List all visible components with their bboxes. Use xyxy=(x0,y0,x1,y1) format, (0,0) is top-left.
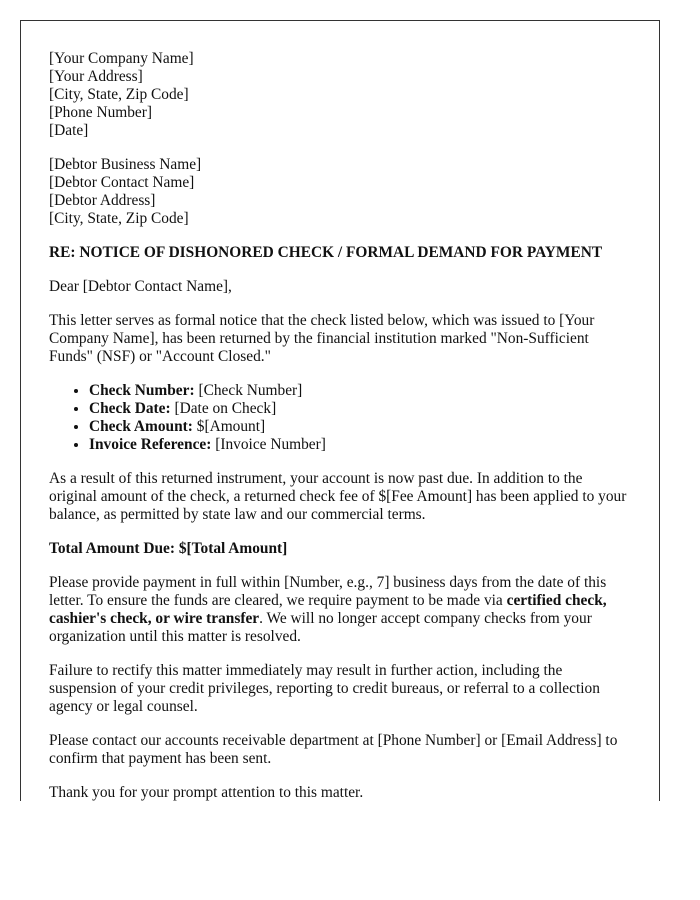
contact-paragraph: Please contact our accounts receivable department at [Phone Number] or [Email Address] to confirm that payment has been sent. xyxy=(49,732,618,767)
total-amount-due xyxy=(49,540,629,558)
check-detail-item xyxy=(89,400,629,418)
payment-text-after: . We will no longer accept company checks from your organization until this matter is resolved. xyxy=(49,610,592,645)
payment-text-before: Please provide payment in full within [Number, e.g., 7] business days from the date of this letter. To ensure the funds are cleared, we require payment to be made via xyxy=(49,574,607,609)
check-detail-label: Invoice Reference: xyxy=(89,436,212,453)
payment-methods: certified check, cashier's check, or wire transfer xyxy=(49,592,607,627)
check-detail-value: [Invoice Number] xyxy=(211,436,326,453)
check-detail-value: [Check Number] xyxy=(194,382,303,399)
check-detail-value: $[Amount] xyxy=(192,418,266,435)
sender-city-state-zip: [City, State, Zip Code] xyxy=(49,86,189,103)
closing-paragraph: Thank you for your prompt attention to this matter. xyxy=(49,784,364,801)
check-detail-label: Check Date: xyxy=(89,400,171,417)
check-detail-label: Check Number: xyxy=(89,382,195,399)
check-detail-value: [Date on Check] xyxy=(170,400,277,417)
payment-paragraph xyxy=(49,574,629,646)
past-due-paragraph: As a result of this returned instrument, your account is now past due. In addition to the original amount of the check, a returned check fee of $[Fee Amount] has been applied to your balance, as permitted by state law and our commercial terms. xyxy=(49,470,627,523)
letter-date: [Date] xyxy=(49,122,89,139)
sender-phone: [Phone Number] xyxy=(49,104,153,121)
total-amount-due-text: Total Amount Due: $[Total Amount] xyxy=(49,540,288,557)
intro-paragraph: This letter serves as formal notice that the check listed below, which was issued to [Your Company Name], has been returned by the financial institution marked "Non-Sufficient Funds" (NSF) or "Account Closed." xyxy=(49,312,595,365)
salutation: Dear [Debtor Contact Name], xyxy=(49,278,232,295)
sender-company-name: [Your Company Name] xyxy=(49,50,194,67)
check-detail-item xyxy=(89,436,629,454)
check-detail-item xyxy=(89,418,629,436)
check-details-list xyxy=(49,382,629,454)
recipient-contact-name: [Debtor Contact Name] xyxy=(49,174,195,191)
check-detail-item xyxy=(89,382,629,400)
letter-page xyxy=(20,20,660,801)
recipient-city-state-zip: [City, State, Zip Code] xyxy=(49,210,189,227)
recipient-address: [Debtor Address] xyxy=(49,192,156,209)
check-detail-label: Check Amount: xyxy=(89,418,193,435)
letter-content xyxy=(49,50,629,801)
sender-address: [Your Address] xyxy=(49,68,143,85)
sender-address-block xyxy=(49,50,629,140)
consequence-paragraph: Failure to rectify this matter immediately may result in further action, including the suspension of your credit privileges, reporting to credit bureaus, or referral to a collection agency or legal counsel. xyxy=(49,662,600,715)
subject-line: RE: NOTICE OF DISHONORED CHECK / FORMAL DEMAND FOR PAYMENT xyxy=(49,244,603,261)
recipient-business-name: [Debtor Business Name] xyxy=(49,156,202,173)
recipient-address-block xyxy=(49,156,629,228)
